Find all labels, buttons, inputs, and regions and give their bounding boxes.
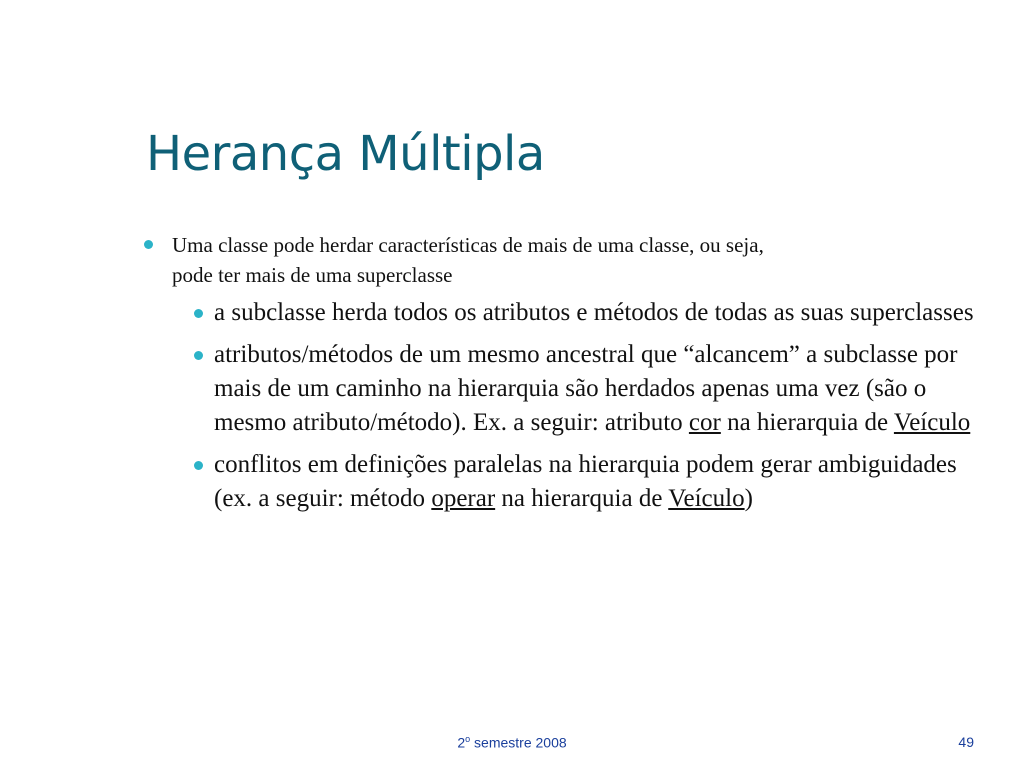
sub-bullet-2 [214, 338, 989, 440]
page-number: 49 [958, 734, 974, 750]
link-cor[interactable]: cor [688, 409, 721, 436]
main-bullet [140, 230, 952, 290]
slide-content [140, 230, 1000, 524]
bullet-dot-icon [194, 461, 203, 470]
sub-bullet-2-middle: na hierarquia de [720, 409, 894, 436]
footer-ordinal: o [465, 734, 471, 744]
main-bullet-line1: Uma classe pode herdar características de mais de uma classe, ou seja, [172, 233, 764, 257]
sub-bullet-3-after: ) [744, 485, 753, 512]
sub-bullet-1 [214, 296, 989, 330]
sub-bullet-1-text: a subclasse herda todos os atributos e métodos de todas as suas superclasses [214, 299, 974, 326]
footer-label: semestre 2008 [470, 734, 567, 751]
footer-number: 2 [457, 734, 466, 751]
link-operar[interactable]: operar [431, 485, 496, 512]
sub-bullet-2-text: atributos/métodos de um mesmo ancestral que “alcancem” a subclasse por mais de um caminho na hierarquia são herdados apenas uma vez (são o mesmo atributo/método). Ex. a seguir: atributo [214, 341, 958, 436]
bullet-dot-icon [144, 240, 153, 249]
footer-semester [0, 734, 1024, 751]
sub-bullet-3-middle: na hierarquia de [495, 485, 669, 512]
bullet-dot-icon [194, 309, 203, 318]
link-veiculo[interactable]: Veículo [893, 409, 971, 436]
sub-bullet-list [140, 296, 1000, 516]
link-veiculo[interactable]: Veículo [668, 485, 745, 512]
sub-bullet-3 [214, 448, 989, 516]
main-bullet-line2: pode ter mais de uma superclasse [172, 263, 453, 287]
bullet-dot-icon [194, 351, 203, 360]
sub-bullet-3-text: conflitos em definições paralelas na hierarquia podem gerar ambiguidades (ex. a seguir: método [214, 451, 957, 512]
slide-title: Herança Múltipla [146, 126, 545, 182]
